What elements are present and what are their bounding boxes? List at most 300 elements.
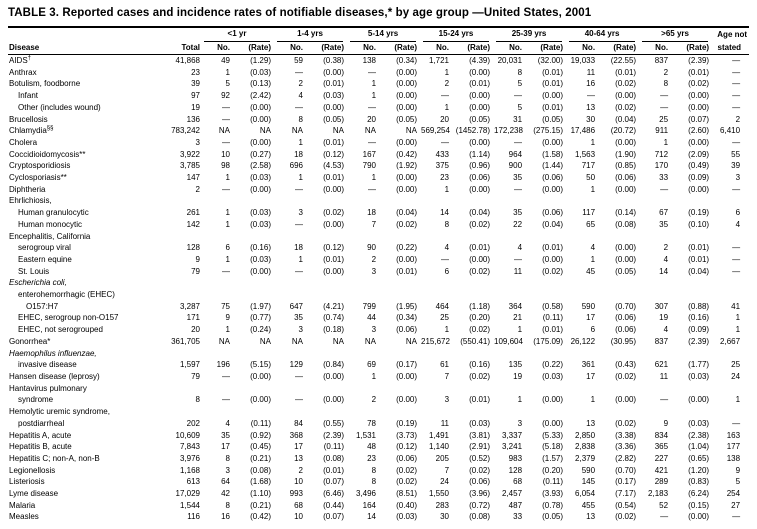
count-cell: NA xyxy=(364,126,377,136)
count-cell: 790 xyxy=(362,161,377,171)
age-not-stated-cell: 55 xyxy=(731,149,741,159)
rate-cell: (0.03) xyxy=(250,219,271,229)
column-header-rate: (Rate) xyxy=(599,42,640,55)
count-cell: 1 xyxy=(225,219,230,229)
count-cell: 33 xyxy=(659,173,669,183)
rate-cell: (8.51) xyxy=(396,489,418,499)
rate-cell: (0.42) xyxy=(396,149,418,159)
count-cell: 145 xyxy=(581,477,596,487)
column-group-15-24-yrs: 15-24 yrs xyxy=(421,27,494,42)
count-cell: 1 xyxy=(590,395,596,405)
count-cell: 900 xyxy=(508,161,523,171)
table-row xyxy=(8,301,749,313)
count-cell: — xyxy=(222,102,230,112)
rate-cell: (0.22) xyxy=(542,360,564,370)
count-cell: 1,531 xyxy=(355,430,377,440)
count-cell: — xyxy=(514,254,523,264)
table-row xyxy=(8,324,749,336)
count-cell: — xyxy=(222,371,230,381)
total-cell: 261 xyxy=(186,208,200,218)
rate-cell: (0.00) xyxy=(542,91,564,101)
count-cell: 92 xyxy=(221,91,230,101)
rate-cell: (0.06) xyxy=(469,173,491,183)
rate-cell: (0.02) xyxy=(688,79,710,89)
rate-cell: (0.00) xyxy=(323,102,345,112)
disease-name: Coccidioidomycosis** xyxy=(9,149,86,159)
rate-cell: (0.03) xyxy=(250,208,271,218)
count-cell: 4 xyxy=(517,243,523,253)
table-row xyxy=(8,207,749,219)
count-cell: — xyxy=(368,184,377,194)
column-header-rate: (Rate) xyxy=(307,42,348,55)
count-cell: 19 xyxy=(659,313,669,323)
count-cell: 1 xyxy=(298,254,303,264)
disease-name: Infant xyxy=(18,91,39,101)
rate-cell: (1.44) xyxy=(542,161,564,171)
disease-name: Human monocytic xyxy=(18,219,83,229)
disease-name: Brucellosis xyxy=(9,114,48,124)
total-cell: 79 xyxy=(191,266,200,276)
count-cell: 2 xyxy=(444,79,450,89)
count-cell: 3 xyxy=(225,465,230,475)
count-cell: 98 xyxy=(221,161,230,171)
count-cell: 24 xyxy=(440,477,450,487)
count-cell: — xyxy=(295,184,303,194)
count-cell: 3 xyxy=(371,325,377,335)
rate-cell: (0.00) xyxy=(396,79,418,89)
rate-cell: (1.90) xyxy=(615,149,637,159)
count-cell: — xyxy=(660,512,669,522)
age-not-stated-cell: 5 xyxy=(735,477,741,487)
rate-cell: (0.03) xyxy=(688,371,710,381)
count-cell: 368 xyxy=(289,430,303,440)
rate-cell: (0.00) xyxy=(615,243,637,253)
table-row xyxy=(8,195,749,207)
rate-cell: (0.05) xyxy=(469,114,491,124)
rate-cell: (0.02) xyxy=(469,465,491,475)
table-row xyxy=(8,476,749,488)
empty-cells xyxy=(158,289,749,301)
rate-cell: (2.09) xyxy=(688,149,710,159)
count-cell: 1,721 xyxy=(428,56,450,65)
table-row xyxy=(8,277,749,289)
age-not-stated-cell: 4 xyxy=(735,219,741,229)
rate-cell: (0.00) xyxy=(396,102,418,112)
rate-cell: (0.88) xyxy=(688,301,710,311)
rate-cell: (0.05) xyxy=(615,266,637,276)
rate-cell: (1.18) xyxy=(469,301,491,311)
rate-cell: (0.00) xyxy=(396,173,418,183)
total-cell: 1,597 xyxy=(179,360,200,370)
rate-cell: (1.04) xyxy=(688,442,710,452)
disease-name: Malaria xyxy=(9,500,36,510)
rate-cell: (0.13) xyxy=(250,79,271,89)
rate-cell: (0.01) xyxy=(542,325,564,335)
rate-cell: (0.03) xyxy=(469,418,491,428)
total-cell: 41,868 xyxy=(175,56,200,65)
age-not-stated-cell: 24 xyxy=(731,371,741,381)
count-cell: 1 xyxy=(444,67,450,77)
count-cell: 33 xyxy=(513,512,523,522)
disease-name: Haemophilus influenzae, xyxy=(9,348,97,358)
age-not-stated-cell: 6,410 xyxy=(720,126,741,136)
disease-name: O157:H7 xyxy=(26,301,59,311)
rate-cell: (0.78) xyxy=(542,500,564,510)
rate-cell: (0.08) xyxy=(469,512,491,522)
count-cell: 109,604 xyxy=(494,336,523,346)
rate-cell: (0.54) xyxy=(615,500,637,510)
count-cell: — xyxy=(514,91,523,101)
count-cell: 30 xyxy=(440,512,450,522)
rate-cell: (0.10) xyxy=(688,219,710,229)
rate-cell: (0.00) xyxy=(250,137,271,147)
rate-cell: (0.70) xyxy=(615,465,637,475)
count-cell: — xyxy=(222,114,230,124)
total-cell: 10,609 xyxy=(175,430,200,440)
disease-name: Hepatitis C; non-A, non-B xyxy=(9,453,100,463)
rate-cell: (0.07) xyxy=(323,477,345,487)
count-cell: 365 xyxy=(654,442,669,452)
rate-cell: (1.97) xyxy=(250,301,271,311)
rate-cell: (3.93) xyxy=(542,489,564,499)
count-cell: 2 xyxy=(663,67,669,77)
count-cell: — xyxy=(222,137,230,147)
rate-cell: (0.01) xyxy=(469,79,491,89)
count-cell: 8 xyxy=(663,79,669,89)
count-cell: 1 xyxy=(444,102,450,112)
rate-cell: (0.00) xyxy=(615,395,637,405)
disease-name: Gonorrhea* xyxy=(9,336,51,346)
disease-name: AIDS† xyxy=(9,55,32,65)
count-cell: 1 xyxy=(298,137,303,147)
rate-cell: NA xyxy=(405,126,418,136)
rate-cell: (0.01) xyxy=(688,254,710,264)
rate-cell: (20.72) xyxy=(610,126,637,136)
rate-cell: (0.02) xyxy=(469,219,491,229)
total-cell: 8 xyxy=(195,395,200,405)
age-not-stated-cell: 163 xyxy=(726,430,741,440)
count-cell: — xyxy=(222,184,230,194)
rate-cell: (0.44) xyxy=(323,500,345,510)
disease-name: Cryptosporidiosis xyxy=(9,161,71,171)
count-cell: 4 xyxy=(298,91,303,101)
count-cell: 23 xyxy=(440,173,450,183)
header-spacer-total xyxy=(158,27,202,42)
count-cell: 4 xyxy=(225,418,230,428)
count-cell: — xyxy=(295,266,303,276)
count-cell: 19 xyxy=(513,371,523,381)
rate-cell: NA xyxy=(259,126,271,136)
rate-cell: (0.00) xyxy=(542,395,564,405)
rate-cell: (3.73) xyxy=(396,430,418,440)
rate-cell: (22.55) xyxy=(610,56,637,65)
count-cell: 289 xyxy=(654,477,669,487)
rate-cell: (0.03) xyxy=(250,173,271,183)
rate-cell: (0.11) xyxy=(323,442,345,452)
rate-cell: (0.01) xyxy=(323,465,345,475)
rate-cell: (0.00) xyxy=(542,254,564,264)
count-cell: 1 xyxy=(298,173,303,183)
table-row xyxy=(8,231,749,243)
rate-cell: (0.42) xyxy=(250,512,271,522)
rate-cell: (0.06) xyxy=(469,477,491,487)
age-not-stated-cell: 39 xyxy=(731,161,741,171)
table-row xyxy=(8,418,749,430)
total-cell: 23 xyxy=(191,67,200,77)
table-row xyxy=(8,465,749,477)
table-row xyxy=(8,242,749,254)
total-cell: 3,785 xyxy=(179,161,200,171)
rate-cell: (0.06) xyxy=(615,173,637,183)
rate-cell: (2.39) xyxy=(323,430,345,440)
count-cell: 647 xyxy=(289,301,303,311)
count-cell: 983 xyxy=(508,453,523,463)
count-cell: 2 xyxy=(663,243,669,253)
count-cell: 1,491 xyxy=(428,430,450,440)
count-cell: 26,122 xyxy=(570,336,596,346)
count-cell: 837 xyxy=(654,56,669,65)
table-row xyxy=(8,160,749,172)
rate-cell: (0.11) xyxy=(250,418,271,428)
rate-cell: (0.27) xyxy=(250,149,271,159)
column-header-total: Total xyxy=(158,42,202,55)
header-spacer-disease xyxy=(8,27,158,42)
rate-cell: (0.08) xyxy=(323,453,345,463)
rate-cell: (0.02) xyxy=(396,219,418,229)
count-cell: 3 xyxy=(298,325,303,335)
column-header-rate: (Rate) xyxy=(380,42,421,55)
rate-cell: (0.18) xyxy=(323,325,345,335)
age-not-stated-cell: 3 xyxy=(735,173,741,183)
count-cell: 45 xyxy=(586,266,596,276)
count-cell: 35 xyxy=(221,430,230,440)
disease-name: Other (includes wound) xyxy=(18,102,101,112)
rate-cell: (0.00) xyxy=(396,371,418,381)
rate-cell: (1.58) xyxy=(542,149,564,159)
age-not-stated-cell: — xyxy=(732,102,741,112)
count-cell: 455 xyxy=(581,500,596,510)
count-cell: — xyxy=(368,102,377,112)
rate-cell: (0.02) xyxy=(615,512,637,522)
rate-cell: (0.06) xyxy=(542,208,564,218)
table-row xyxy=(8,336,749,348)
rate-cell: (0.00) xyxy=(323,219,345,229)
count-cell: 1 xyxy=(225,67,230,77)
rate-cell: (0.05) xyxy=(542,114,564,124)
disease-name: EHEC, serogroup non-O157 xyxy=(18,313,119,323)
disease-name: Cholera xyxy=(9,137,38,147)
count-cell: 20 xyxy=(440,114,450,124)
count-cell: 569,254 xyxy=(421,126,450,136)
count-cell: 1 xyxy=(371,91,377,101)
age-not-stated-cell: — xyxy=(732,254,741,264)
rate-cell: (0.01) xyxy=(323,254,345,264)
count-cell: 1 xyxy=(663,137,669,147)
rate-cell: NA xyxy=(405,336,418,346)
rate-cell: (0.06) xyxy=(396,325,418,335)
rate-cell: (1452.78) xyxy=(455,126,491,136)
count-cell: 205 xyxy=(435,453,450,463)
rate-cell: (0.06) xyxy=(396,453,418,463)
count-cell: 1 xyxy=(371,79,377,89)
count-cell: 837 xyxy=(654,336,669,346)
rate-cell: (0.00) xyxy=(396,91,418,101)
empty-cells xyxy=(158,383,749,395)
rate-cell: (5.18) xyxy=(542,442,564,452)
rate-cell: (0.15) xyxy=(688,500,710,510)
count-cell: 8 xyxy=(444,219,450,229)
rate-cell: (0.01) xyxy=(542,79,564,89)
rate-cell: (0.00) xyxy=(469,67,491,77)
count-cell: — xyxy=(514,137,523,147)
column-group-25-39-yrs: 25-39 yrs xyxy=(494,27,567,42)
rate-cell: (0.00) xyxy=(250,266,271,276)
table-row xyxy=(8,78,749,90)
rate-cell: (0.05) xyxy=(542,512,564,522)
table-header xyxy=(8,27,749,55)
rate-cell: (0.01) xyxy=(396,266,418,276)
rate-cell: (0.02) xyxy=(615,418,637,428)
age-not-stated-cell: — xyxy=(732,243,741,253)
count-cell: 44 xyxy=(367,313,377,323)
rate-cell: (0.04) xyxy=(469,208,491,218)
count-cell: 3,337 xyxy=(502,430,523,440)
count-cell: 1,550 xyxy=(428,489,450,499)
count-cell: 433 xyxy=(435,149,450,159)
age-not-stated-cell: 2,667 xyxy=(720,336,741,346)
table-row xyxy=(8,55,749,67)
count-cell: 3 xyxy=(298,208,303,218)
rate-cell: (5.15) xyxy=(250,360,271,370)
count-cell: 117 xyxy=(582,208,596,218)
age-not-stated-cell: 27 xyxy=(731,500,741,510)
rate-cell: (0.00) xyxy=(396,254,418,264)
rate-cell: (0.21) xyxy=(250,453,271,463)
rate-cell: (0.16) xyxy=(250,243,271,253)
count-cell: 21 xyxy=(513,313,523,323)
column-header-age-not-stated-line1: Age not xyxy=(717,30,748,39)
page-title: TABLE 3. Reported cases and incidence rates of notifiable diseases,* by age group —United States, 2001 xyxy=(8,7,592,19)
count-cell: 1 xyxy=(225,208,230,218)
rate-cell: (0.02) xyxy=(469,371,491,381)
rate-cell: (1.68) xyxy=(250,477,271,487)
count-cell: 6 xyxy=(590,325,596,335)
column-header-no: No. xyxy=(202,42,234,55)
count-cell: 964 xyxy=(508,149,523,159)
rate-cell: (0.02) xyxy=(469,325,491,335)
count-cell: — xyxy=(368,137,377,147)
count-cell: 68 xyxy=(513,477,523,487)
table-row xyxy=(8,172,749,184)
table-row xyxy=(8,149,749,161)
count-cell: 8 xyxy=(517,67,523,77)
count-cell: 7 xyxy=(371,219,377,229)
rate-cell: (0.65) xyxy=(688,453,710,463)
count-cell: 834 xyxy=(654,430,669,440)
count-cell: 2 xyxy=(298,465,303,475)
rate-cell: (0.19) xyxy=(396,418,418,428)
count-cell: — xyxy=(222,395,230,405)
table-row xyxy=(8,266,749,278)
count-cell: 167 xyxy=(362,149,377,159)
count-cell: 1 xyxy=(225,173,230,183)
table-row xyxy=(8,184,749,196)
count-cell: 23 xyxy=(367,453,377,463)
table-row xyxy=(8,441,749,453)
age-not-stated-cell: 25 xyxy=(731,360,741,370)
rate-cell: (0.00) xyxy=(250,395,271,405)
count-cell: 196 xyxy=(216,360,230,370)
total-cell: 361,705 xyxy=(171,336,200,346)
disease-name: Cyclosporiasis** xyxy=(9,173,67,183)
total-cell: 147 xyxy=(186,173,200,183)
rate-cell: (0.02) xyxy=(615,371,637,381)
total-cell: 142 xyxy=(186,219,200,229)
count-cell: 164 xyxy=(362,500,377,510)
rate-cell: (0.01) xyxy=(542,67,564,77)
rate-cell: (0.14) xyxy=(615,208,637,218)
column-header-age-not-stated-line2: stated xyxy=(713,42,749,55)
disease-name: Anthrax xyxy=(9,67,37,77)
rate-cell: (0.01) xyxy=(469,395,491,405)
count-cell: 3,496 xyxy=(355,489,377,499)
rate-cell: (0.38) xyxy=(323,56,345,65)
count-cell: 4 xyxy=(663,325,669,335)
diseases-table xyxy=(8,26,749,523)
rate-cell: (0.00) xyxy=(469,254,491,264)
rate-cell: (0.52) xyxy=(469,453,491,463)
rate-cell: (0.00) xyxy=(323,67,345,77)
rate-cell: (0.01) xyxy=(542,243,564,253)
table-row xyxy=(8,430,749,442)
count-cell: 20 xyxy=(367,114,377,124)
rate-cell: (0.03) xyxy=(250,67,271,77)
count-cell: 17,486 xyxy=(570,126,596,136)
rate-cell: (0.00) xyxy=(688,137,710,147)
disease-name: Escherichia coli, xyxy=(9,278,67,288)
count-cell: 69 xyxy=(367,360,377,370)
rate-cell: (0.04) xyxy=(615,114,637,124)
column-header-no: No. xyxy=(421,42,453,55)
rate-cell: (0.07) xyxy=(688,114,710,124)
rate-cell: (0.84) xyxy=(323,360,345,370)
rate-cell: (0.55) xyxy=(323,418,345,428)
rate-cell: (0.02) xyxy=(469,266,491,276)
rate-cell: (0.06) xyxy=(615,325,637,335)
count-cell: 487 xyxy=(508,500,523,510)
age-not-stated-cell: 177 xyxy=(726,442,741,452)
rate-cell: (0.12) xyxy=(396,442,418,452)
rate-cell: (0.34) xyxy=(396,56,418,65)
table-row xyxy=(8,383,749,395)
rate-cell: (0.00) xyxy=(250,184,271,194)
column-header-no: No. xyxy=(348,42,380,55)
count-cell: 75 xyxy=(221,301,230,311)
rate-cell: (0.11) xyxy=(542,313,564,323)
rate-cell: (0.09) xyxy=(688,173,710,183)
count-cell: 3 xyxy=(517,418,523,428)
count-cell: 11 xyxy=(659,371,669,381)
count-cell: 52 xyxy=(659,500,669,510)
rate-cell: NA xyxy=(259,336,271,346)
column-header-rate: (Rate) xyxy=(234,42,275,55)
table-row xyxy=(8,219,749,231)
rate-cell: (3.38) xyxy=(615,430,637,440)
rate-cell: (0.02) xyxy=(396,465,418,475)
rate-cell: (0.12) xyxy=(323,149,345,159)
count-cell: 1,563 xyxy=(575,149,596,159)
count-cell: 17 xyxy=(294,442,303,452)
